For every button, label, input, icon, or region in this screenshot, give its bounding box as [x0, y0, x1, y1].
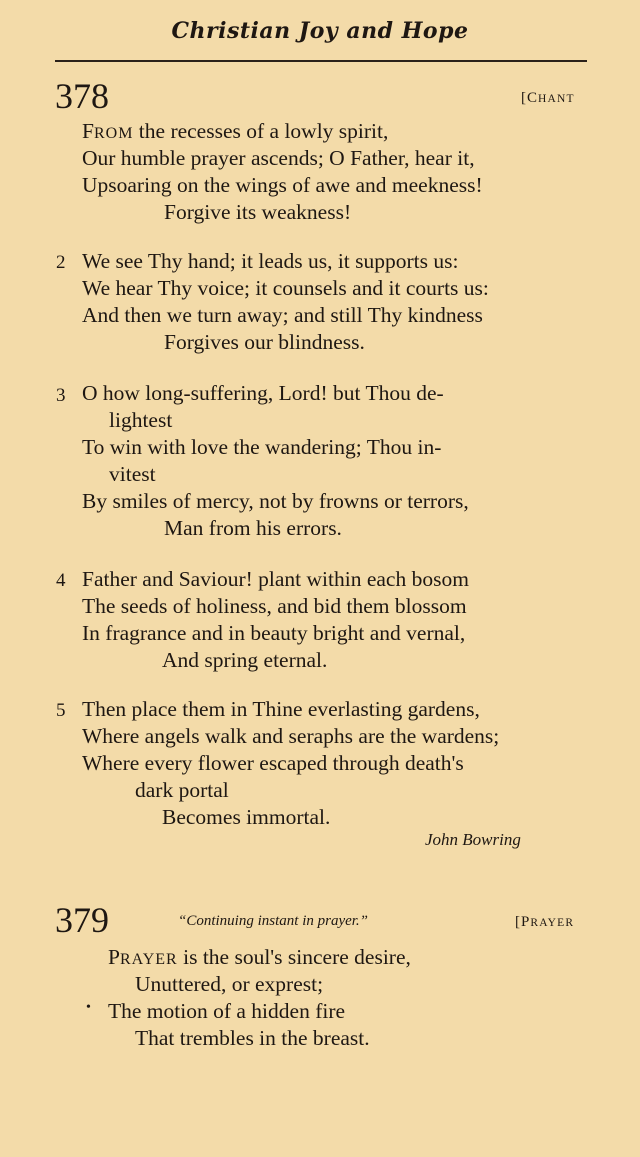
verse3-line2: lightest	[109, 408, 173, 432]
verse2-line3: And then we turn away; and still Thy kindness	[82, 303, 483, 327]
verse-number-2: 2	[56, 252, 66, 273]
author-credit: John Bowring	[425, 830, 521, 849]
verse1-line1-text: the recesses of a lowly spirit,	[133, 119, 389, 143]
verse4-line2: The seeds of holiness, and bid them blossom	[82, 594, 467, 618]
first-word-rest: ROM	[93, 125, 134, 142]
margin-bullet: •	[86, 1000, 91, 1015]
first-word-cap: F	[82, 119, 94, 143]
hymn-number-379: 379	[55, 900, 109, 940]
hymn379-line1	[108, 944, 411, 973]
verse5-line4: dark portal	[135, 778, 229, 802]
tune-rest: RAYER	[530, 917, 575, 929]
verse4-line1: Father and Saviour! plant within each bosom	[82, 567, 469, 591]
verse1-line3: Upsoaring on the wings of awe and meekness!	[82, 173, 483, 197]
verse4-line3: In fragrance and in beauty bright and vernal,	[82, 621, 466, 645]
verse2-line2: We hear Thy voice; it counsels and it courts us:	[82, 276, 489, 300]
verse-number-3: 3	[56, 385, 66, 406]
verse5-line3: Where every flower escaped through death's	[82, 751, 464, 775]
verse3-line5: By smiles of mercy, not by frowns or terrors,	[82, 489, 469, 513]
hymn-number-378: 378	[55, 76, 109, 116]
verse1-line4: Forgive its weakness!	[164, 200, 352, 224]
verse3-line3: To win with love the wandering; Thou in-	[82, 435, 442, 459]
hymn379-line3: The motion of a hidden fire	[108, 999, 346, 1023]
tune-label-379	[515, 914, 574, 931]
scripture-reference: “Continuing instant in prayer.”	[178, 913, 369, 929]
hymn379-line4: That trembles in the breast.	[135, 1026, 370, 1050]
verse5-line1: Then place them in Thine everlasting gardens,	[82, 697, 480, 721]
verse2-line4: Forgives our blindness.	[164, 330, 365, 354]
verse1-line1	[82, 118, 388, 147]
tune-rest: HANT	[538, 93, 575, 105]
verse4-line4: And spring eternal.	[162, 648, 328, 672]
tune-label-378	[521, 90, 575, 107]
verse-number-5: 5	[56, 700, 66, 721]
verse3-line6: Man from his errors.	[164, 516, 342, 540]
verse2-line1: We see Thy hand; it leads us, it supports us:	[82, 249, 459, 273]
hymn379-line1-text: is the soul's sincere desire,	[177, 945, 411, 969]
verse3-line1: O how long-suffering, Lord! but Thou de-	[82, 381, 444, 405]
tune-bracket: [P	[515, 914, 531, 930]
tune-bracket: [C	[521, 90, 538, 106]
first-word-cap: P	[108, 945, 120, 969]
running-head: Christian Joy and Hope	[171, 18, 469, 44]
header-rule	[55, 60, 587, 62]
verse5-line2: Where angels walk and seraphs are the wardens;	[82, 724, 500, 748]
verse5-line5: Becomes immortal.	[162, 805, 331, 829]
first-word-rest: RAYER	[119, 951, 178, 968]
verse-number-4: 4	[56, 570, 66, 591]
verse1-line2: Our humble prayer ascends; O Father, hear it,	[82, 146, 475, 170]
verse3-line4: vitest	[109, 462, 156, 486]
hymn379-line2: Unuttered, or exprest;	[135, 972, 324, 996]
